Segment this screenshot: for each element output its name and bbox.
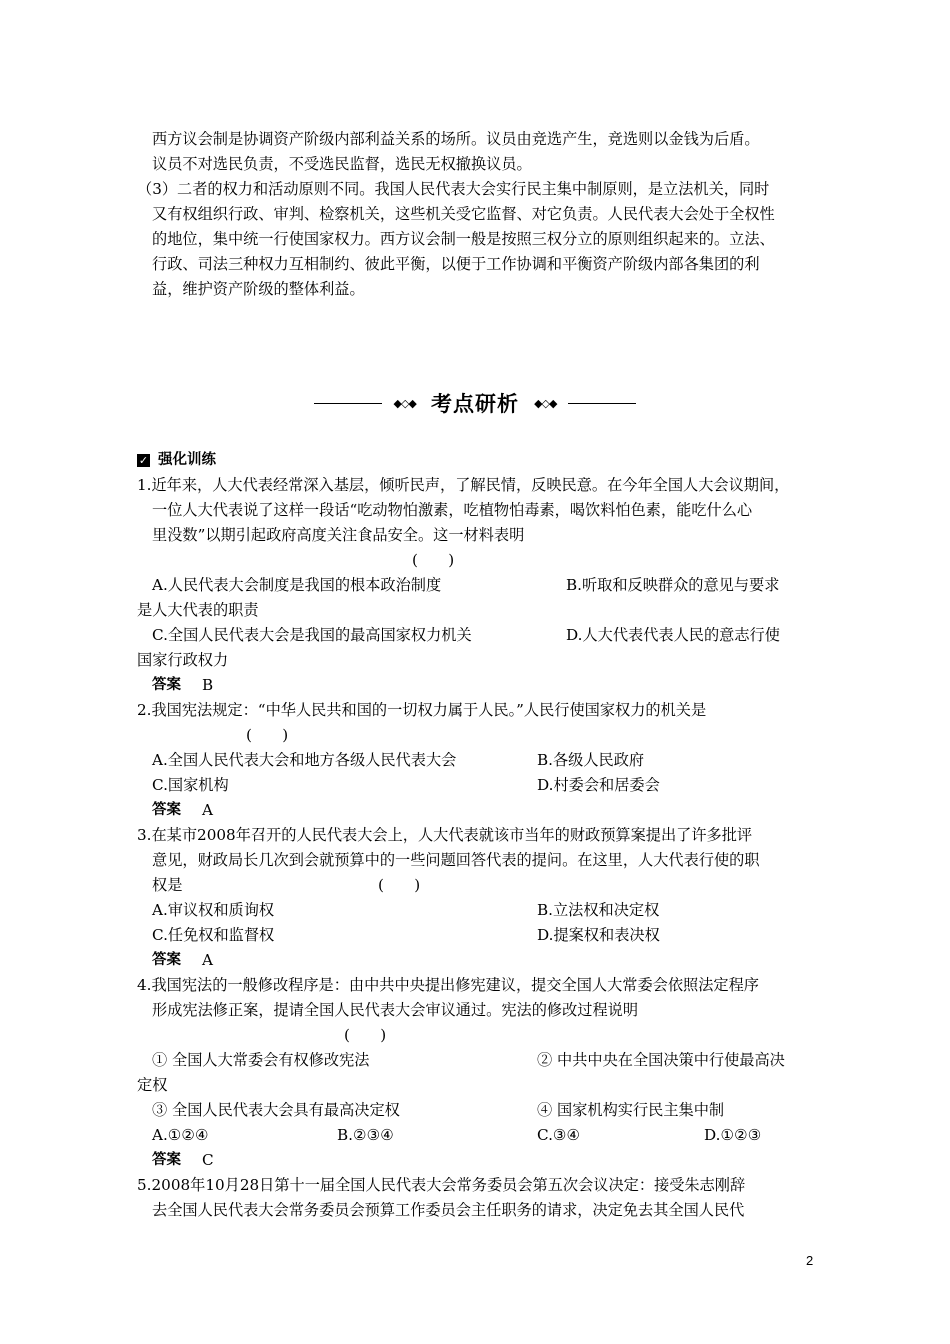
q4-statement-2: ② 中共中央在全国决策中行使最高决 xyxy=(537,1051,785,1069)
heading-rule-right xyxy=(568,403,636,404)
q5-line-1: 5.2008年10月28日第十一届全国人民代表大会常务委员会第五次会议决定：接受朱志刚辞 xyxy=(137,1176,746,1194)
q4-option-a: A.①②④ xyxy=(152,1126,209,1144)
training-label: 强化训练 xyxy=(158,452,216,468)
q4-paren: ( ) xyxy=(344,1026,387,1044)
q4-statement-1: ① 全国人大常委会有权修改宪法 xyxy=(152,1051,370,1069)
q1-paren: ( ) xyxy=(412,551,455,569)
q1-line-3: 里没数”以期引起政府高度关注食品安全。这一材料表明 xyxy=(152,526,525,544)
q2-line-1: 2.我国宪法规定：“中华人民共和国的一切权力属于人民。”人民行使国家权力的机关是 xyxy=(137,701,707,719)
q1-option-b: B.听取和反映群众的意见与要求 xyxy=(566,576,780,594)
q4-answer-label: 答案 xyxy=(152,1152,181,1168)
page-number: 2 xyxy=(806,1253,814,1268)
q1-line-2: 一位人大代表说了这样一段话“吃动物怕激素，吃植物怕毒素，喝饮料怕色素，能吃什么心 xyxy=(152,501,753,519)
q4-statement-3: ③ 全国人民代表大会具有最高决定权 xyxy=(152,1101,400,1119)
q3-line-1: 3.在某市2008年召开的人民代表大会上，人大代表就该市当年的财政预算案提出了许多批评 xyxy=(137,826,753,844)
q5-line-2: 去全国人民代表大会常务委员会预算工作委员会主任职务的请求，决定免去其全国人民代 xyxy=(152,1201,745,1219)
q2-paren: ( ) xyxy=(246,726,289,744)
q2-option-b: B.各级人民政府 xyxy=(537,751,645,769)
ornament-left-icon: ◆◇◆ xyxy=(393,396,416,410)
q2-answer: A xyxy=(202,801,213,819)
q3-answer: A xyxy=(202,951,213,969)
q3-line-3: 权是 xyxy=(152,876,183,894)
q2-option-d: D.村委会和居委会 xyxy=(537,776,660,794)
section-heading xyxy=(0,388,950,418)
intro-line-2: 议员不对选民负责，不受选民监督，选民无权撤换议员。 xyxy=(152,155,532,173)
q1-line-1: 1.近年来，人大代表经常深入基层，倾听民声，了解民情，反映民意。在今年全国人大会议期间， xyxy=(137,476,790,494)
q3-option-c: C.任免权和监督权 xyxy=(152,926,275,944)
q3-option-b: B.立法权和决定权 xyxy=(537,901,660,919)
intro-line-1: 西方议会制是协调资产阶级内部利益关系的场所。议员由竞选产生，竞选则以金钱为后盾。 xyxy=(152,130,760,148)
q4-option-c: C.③④ xyxy=(537,1126,581,1144)
intro-line-7: 益，维护资产阶级的整体利益。 xyxy=(152,280,365,298)
q2-answer-label: 答案 xyxy=(152,802,181,818)
intro-line-6: 行政、司法三种权力互相制约、彼此平衡，以便于工作协调和平衡资产阶级内部各集团的利 xyxy=(152,255,760,273)
q1-option-b-cont: 是人大代表的职责 xyxy=(137,601,259,619)
q1-answer: B xyxy=(202,676,214,694)
q4-line-2: 形成宪法修正案，提请全国人民代表大会审议通过。宪法的修改过程说明 xyxy=(152,1001,638,1019)
intro-line-5: 的地位，集中统一行使国家权力。西方议会制一般是按照三权分立的原则组织起来的。立法、 xyxy=(152,230,775,248)
q3-option-a: A.审议权和质询权 xyxy=(152,901,275,919)
intro-line-3: （3）二者的权力和活动原则不同。我国人民代表大会实行民主集中制原则，是立法机关，同时 xyxy=(137,180,770,198)
q1-option-c: C.全国人民代表大会是我国的最高国家权力机关 xyxy=(152,626,472,644)
q4-option-d: D.①②③ xyxy=(704,1126,762,1144)
q4-statement-2-cont: 定权 xyxy=(137,1076,168,1094)
ornament-right-icon: ◆◇◆ xyxy=(534,396,557,410)
q1-option-d-cont: 国家行政权力 xyxy=(137,651,229,669)
heading-rule-left xyxy=(314,403,382,404)
q4-statement-4: ④ 国家机构实行民主集中制 xyxy=(537,1101,725,1119)
q2-option-a: A.全国人民代表大会和地方各级人民代表大会 xyxy=(152,751,457,769)
q2-option-c: C.国家机构 xyxy=(152,776,229,794)
q3-line-2: 意见，财政局长几次到会就预算中的一些问题回答代表的提问。在这里，人大代表行使的职 xyxy=(152,851,760,869)
q4-line-1: 4.我国宪法的一般修改程序是：由中共中央提出修宪建议，提交全国人大常委会依照法定程序 xyxy=(137,976,759,994)
q4-answer: C xyxy=(202,1151,214,1169)
q3-option-d: D.提案权和表决权 xyxy=(537,926,660,944)
intro-line-4: 又有权组织行政、审判、检察机关，这些机关受它监督、对它负责。人民代表大会处于全权性 xyxy=(152,205,775,223)
q4-option-b: B.②③④ xyxy=(337,1126,394,1144)
q1-option-a: A.人民代表大会制度是我国的根本政治制度 xyxy=(152,576,442,594)
q1-answer-label: 答案 xyxy=(152,677,181,693)
q1-option-d: D.人大代表代表人民的意志行使 xyxy=(566,626,780,644)
q3-answer-label: 答案 xyxy=(152,952,181,968)
section-title: 考点研析 xyxy=(431,392,519,416)
q3-paren: ( ) xyxy=(378,876,421,894)
checkbox-icon: ✓ xyxy=(138,454,149,467)
